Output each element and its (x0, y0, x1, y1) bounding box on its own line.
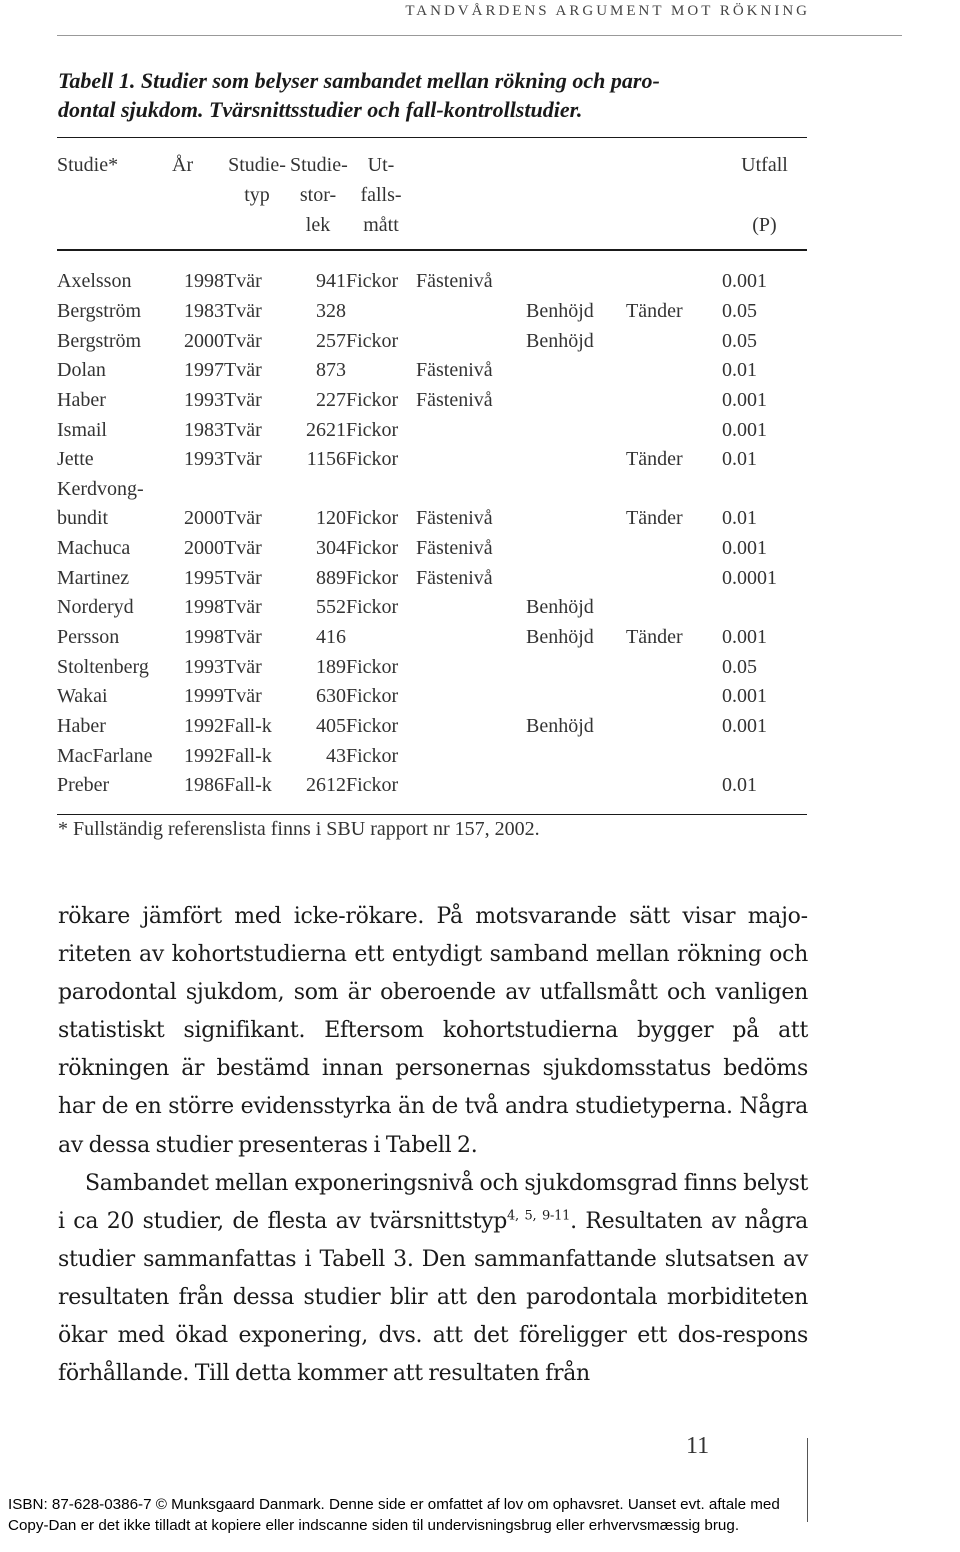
cell-year: 1986 (184, 774, 224, 797)
cell-outcome (346, 356, 416, 386)
cell-size: 120 (316, 507, 346, 530)
header-cell-bone (526, 210, 626, 240)
cell-type: Fall-k (224, 774, 272, 797)
header-cell-p-value: Utfall (741, 153, 788, 176)
header-cell-bone (526, 180, 626, 210)
cell-size: 630 (316, 685, 346, 708)
cell-bone: Benhöjd (526, 596, 594, 619)
header-cell-attachment (416, 180, 526, 210)
paragraph-text: Sambandet mellan exponeringsnivå och sjukdomsgrad finns belyst i ca 20 studier, de flesta av tvärsnittstyp (58, 1170, 808, 1234)
cell-year: 1983 (184, 299, 224, 322)
cell-bone (526, 386, 626, 416)
cell-year: 1995 (184, 566, 224, 589)
cell-year: 1992 (184, 714, 224, 737)
cell-year: 1993 (184, 448, 224, 471)
cell-outcome: Fickor (346, 270, 399, 293)
cell-outcome: Fickor (346, 507, 399, 530)
cell-bone: Benhöjd (526, 714, 594, 737)
cell-study: Stoltenberg (57, 655, 149, 678)
cell-outcome (346, 474, 416, 504)
cell-size: 257 (316, 329, 346, 352)
table-row (57, 386, 807, 416)
header-cell-size: Studie- (290, 153, 348, 176)
cell-teeth (626, 534, 722, 564)
cell-bone (526, 682, 626, 712)
header-row (57, 180, 807, 210)
cell-study: Haber (57, 714, 106, 737)
cell-bone (526, 741, 626, 771)
table-row (57, 356, 807, 386)
cell-attachment (416, 445, 526, 475)
cell-outcome: Fickor (346, 685, 399, 708)
running-header: TANDVÅRDENS ARGUMENT MOT RÖKNING (405, 3, 810, 19)
header-cell-teeth (626, 180, 722, 210)
cell-type: Tvär (224, 418, 262, 441)
table-row (57, 445, 807, 475)
header-cell-study (57, 180, 172, 210)
header-cell-teeth (626, 210, 722, 240)
cell-type: Tvär (224, 507, 262, 530)
cell-p-value: 0.05 (722, 655, 757, 678)
header-cell-year (172, 210, 224, 240)
table-bottom-rule (57, 814, 807, 815)
cell-study: Wakai (57, 685, 108, 708)
cell-bone (526, 652, 626, 682)
header-row (57, 150, 807, 180)
table-row (57, 771, 807, 801)
header-cell-type: typ (244, 183, 270, 206)
cell-p-value (722, 474, 807, 504)
cell-outcome: Fickor (346, 596, 399, 619)
page-number-divider (807, 1438, 808, 1522)
cell-study: Bergström (57, 299, 142, 322)
cell-p-value (722, 741, 807, 771)
cell-teeth: Tänder (626, 299, 683, 322)
cell-teeth (626, 652, 722, 682)
cell-attachment (416, 415, 526, 445)
cell-p-value: 0.01 (722, 774, 757, 797)
cell-size: 2621 (306, 418, 346, 441)
cell-outcome: Fickor (346, 329, 399, 352)
header-cell-study: Studie* (57, 153, 119, 176)
table-row (57, 652, 807, 682)
cell-year: 1993 (184, 388, 224, 411)
cell-study: Axelsson (57, 270, 132, 293)
cell-outcome: Fickor (346, 388, 399, 411)
cell-size: 405 (316, 714, 346, 737)
header-cell-bone (526, 150, 626, 180)
cell-study: Dolan (57, 359, 106, 382)
cell-teeth: Tänder (626, 626, 683, 648)
cell-p-value: 0.001 (722, 714, 767, 737)
cell-attachment (416, 682, 526, 712)
cell-size: 941 (316, 270, 346, 293)
cell-p-value: 0.001 (722, 685, 767, 708)
cell-year: 2000 (184, 537, 224, 560)
header-divider (57, 35, 902, 36)
cell-type: Tvär (224, 566, 262, 589)
header-cell-p-value (722, 180, 807, 210)
cell-p-value: 0.001 (722, 388, 767, 411)
table-header (57, 150, 807, 240)
cell-size: 416 (316, 626, 346, 648)
cell-p-value: 0.01 (722, 359, 757, 382)
cell-outcome: Fickor (346, 448, 399, 471)
table-row (57, 504, 807, 534)
cell-p-value: 0.001 (722, 270, 767, 293)
cell-bone (526, 563, 626, 593)
cell-attachment: Fästenivå (416, 388, 493, 411)
cell-size: 552 (316, 596, 346, 619)
cell-teeth: Tänder (626, 448, 683, 471)
cell-year: 1983 (184, 418, 224, 441)
paragraph: rökare jämfört med icke-rökare. På motsvarande sätt visar majoriteten av kohortstudierna ett entydigt samband mellan rökning och parodontal sjukdom, som är oberoende av utfallsmått och vanligen statistiskt signifikant. Eftersom kohortstudierna bygger på att rökningen är bestämd innan personernas sjukdomsstatus bedöms har de en större evidensstyrka än de två andra studietyperna. Några av dessa studier presenteras i Tabell 2. (58, 904, 808, 1158)
cell-size (290, 474, 346, 504)
cell-type: Tvär (224, 537, 262, 560)
cell-outcome: Fickor (346, 744, 399, 767)
header-cell-p-value: (P) (752, 213, 777, 236)
cell-attachment: Fästenivå (416, 566, 493, 589)
table-row (57, 563, 807, 593)
cell-size: 43 (326, 744, 346, 767)
cell-attachment (416, 297, 526, 327)
cell-type: Tvär (224, 448, 262, 471)
header-row (57, 210, 807, 240)
header-cell-outcome: mått (363, 213, 399, 236)
cell-study: Persson (57, 626, 120, 648)
table-caption-line: Tabell 1. Studier som belyser sambandet mellan rökning och paro- (58, 68, 660, 93)
cell-p-value: 0.001 (722, 626, 767, 648)
cell-teeth (626, 474, 722, 504)
cell-size: 1156 (306, 448, 346, 471)
cell-attachment: Fästenivå (416, 270, 493, 293)
header-cell-size: stor- (299, 183, 337, 206)
header-cell-year (172, 180, 224, 210)
cell-attachment: Fästenivå (416, 359, 493, 382)
paragraph (58, 1165, 808, 1394)
reference-superscript: 4, 5, 9-11 (507, 1208, 571, 1224)
cell-attachment (416, 593, 526, 623)
cell-study: Jette (57, 448, 94, 471)
cell-teeth (626, 771, 722, 801)
header-cell-outcome: falls- (360, 183, 402, 206)
cell-attachment (416, 326, 526, 356)
cell-type: Tvär (224, 299, 262, 322)
header-cell-size: lek (305, 213, 331, 236)
cell-outcome: Fickor (346, 655, 399, 678)
table-row (57, 682, 807, 712)
cell-type: Tvär (224, 359, 262, 382)
header-cell-outcome: Ut- (367, 153, 395, 176)
cell-outcome: Fickor (346, 566, 399, 589)
cell-year: 1998 (184, 270, 224, 293)
cell-type: Tvär (224, 388, 262, 411)
cell-attachment (416, 741, 526, 771)
copyright-notice (8, 1494, 780, 1536)
cell-study: Haber (57, 388, 106, 411)
cell-teeth (626, 386, 722, 416)
paragraph-text: . Resultaten av några studier sammanfattas i Tabell 3. Den sammanfattande slutsatsen av resultaten från dessa studier blir att den parodontala morbiditeten ökar med ökad exponering, dvs. att det föreligger ett dos-respons förhållande. Till detta kommer att resultaten från (58, 1208, 808, 1387)
cell-p-value: 0.0001 (722, 566, 777, 589)
cell-size: 304 (316, 537, 346, 560)
cell-type: Tvär (224, 626, 262, 648)
cell-bone (526, 356, 626, 386)
cell-year: 2000 (184, 507, 224, 530)
cell-year: 1998 (184, 626, 224, 648)
table-row (57, 623, 807, 653)
table-row (57, 474, 807, 504)
table-row (57, 326, 807, 356)
cell-p-value: 0.001 (722, 537, 767, 560)
cell-study: Norderyd (57, 596, 134, 619)
cell-attachment (416, 712, 526, 742)
cell-teeth (626, 741, 722, 771)
table-row (57, 712, 807, 742)
cell-year: 1997 (184, 359, 224, 382)
cell-size: 873 (316, 359, 346, 382)
cell-attachment: Fästenivå (416, 507, 493, 530)
cell-bone (526, 415, 626, 445)
table-row (57, 415, 807, 445)
cell-year: 1992 (184, 744, 224, 767)
cell-outcome: Fickor (346, 714, 399, 737)
cell-bone (526, 504, 626, 534)
cell-p-value: 0.01 (722, 448, 757, 471)
cell-outcome: Fickor (346, 537, 399, 560)
cell-p-value (722, 593, 807, 623)
cell-study: Machuca (57, 537, 131, 560)
cell-study: Bergström (57, 329, 142, 352)
cell-outcome: Fickor (346, 774, 399, 797)
cell-teeth (626, 712, 722, 742)
cell-type: Tvär (224, 685, 262, 708)
cell-p-value: 0.01 (722, 507, 757, 530)
study-table (57, 267, 807, 801)
table-header-rule (57, 249, 807, 251)
cell-bone (526, 445, 626, 475)
table-footnote: * Fullständig referenslista finns i SBU rapport nr 157, 2002. (58, 818, 540, 840)
cell-outcome (346, 623, 416, 653)
header-cell-attachment (416, 210, 526, 240)
cell-year: 1993 (184, 655, 224, 678)
cell-p-value: 0.05 (722, 329, 757, 352)
cell-bone (526, 474, 626, 504)
cell-size: 189 (316, 655, 346, 678)
header-cell-attachment (416, 150, 526, 180)
header-cell-type: Studie- (228, 153, 286, 176)
cell-attachment: Fästenivå (416, 537, 493, 560)
cell-attachment (416, 771, 526, 801)
cell-teeth (626, 682, 722, 712)
cell-bone (526, 771, 626, 801)
cell-teeth: Tänder (626, 507, 683, 530)
cell-study: Martinez (57, 566, 130, 589)
table-caption (58, 66, 798, 124)
table-row (57, 593, 807, 623)
cell-year: 1999 (184, 685, 224, 708)
cell-study: bundit (57, 507, 109, 530)
cell-teeth (626, 267, 722, 297)
cell-size: 889 (316, 566, 346, 589)
table-row (57, 297, 807, 327)
cell-study: Ismail (57, 418, 107, 441)
cell-type: Fall-k (224, 714, 272, 737)
cell-p-value: 0.05 (722, 299, 757, 322)
cell-bone (526, 267, 626, 297)
table-row (57, 534, 807, 564)
cell-type: Tvär (224, 329, 262, 352)
cell-size: 2612 (306, 774, 346, 797)
cell-teeth (626, 593, 722, 623)
header-cell-teeth (626, 150, 722, 180)
cell-type (224, 474, 290, 504)
cell-study: Kerdvong- (57, 477, 144, 500)
cell-attachment (416, 652, 526, 682)
table-top-rule (57, 137, 807, 138)
cell-size: 227 (316, 388, 346, 411)
cell-study: Preber (57, 774, 110, 797)
header-cell-type (224, 210, 290, 240)
cell-outcome (346, 297, 416, 327)
cell-type: Fall-k (224, 744, 272, 767)
cell-size: 328 (316, 299, 346, 322)
cell-bone: Benhöjd (526, 329, 594, 352)
cell-teeth (626, 326, 722, 356)
cell-bone: Benhöjd (526, 299, 594, 322)
table-caption-line: dontal sjukdom. Tvärsnittsstudier och fall-kontrollstudier. (58, 97, 583, 122)
body-text (58, 898, 808, 1393)
cell-study: MacFarlane (57, 744, 153, 767)
cell-type: Tvär (224, 655, 262, 678)
header-cell-year: År (172, 153, 194, 176)
cell-bone: Benhöjd (526, 626, 594, 648)
copyright-line: ISBN: 87-628-0386-7 © Munksgaard Danmark. Denne side er omfattet af lov om ophavsret. Uanset evt. aftale med (8, 1496, 780, 1513)
cell-teeth (626, 356, 722, 386)
page-number: 11 (686, 1433, 710, 1459)
table-row (57, 741, 807, 771)
cell-p-value: 0.001 (722, 418, 767, 441)
cell-attachment (416, 623, 526, 653)
cell-type: Tvär (224, 270, 262, 293)
cell-year: 1998 (184, 596, 224, 619)
cell-teeth (626, 563, 722, 593)
cell-outcome: Fickor (346, 418, 399, 441)
table-row (57, 267, 807, 297)
cell-year: 2000 (184, 329, 224, 352)
cell-bone (526, 534, 626, 564)
cell-type: Tvär (224, 596, 262, 619)
cell-teeth (626, 415, 722, 445)
copyright-line: Copy-Dan er det ikke tilladt at kopiere eller indscanne siden til undervisningsbrug eller erhvervsmæssig brug. (8, 1517, 740, 1534)
cell-attachment (416, 474, 526, 504)
cell-year (172, 474, 224, 504)
header-cell-study (57, 210, 172, 240)
